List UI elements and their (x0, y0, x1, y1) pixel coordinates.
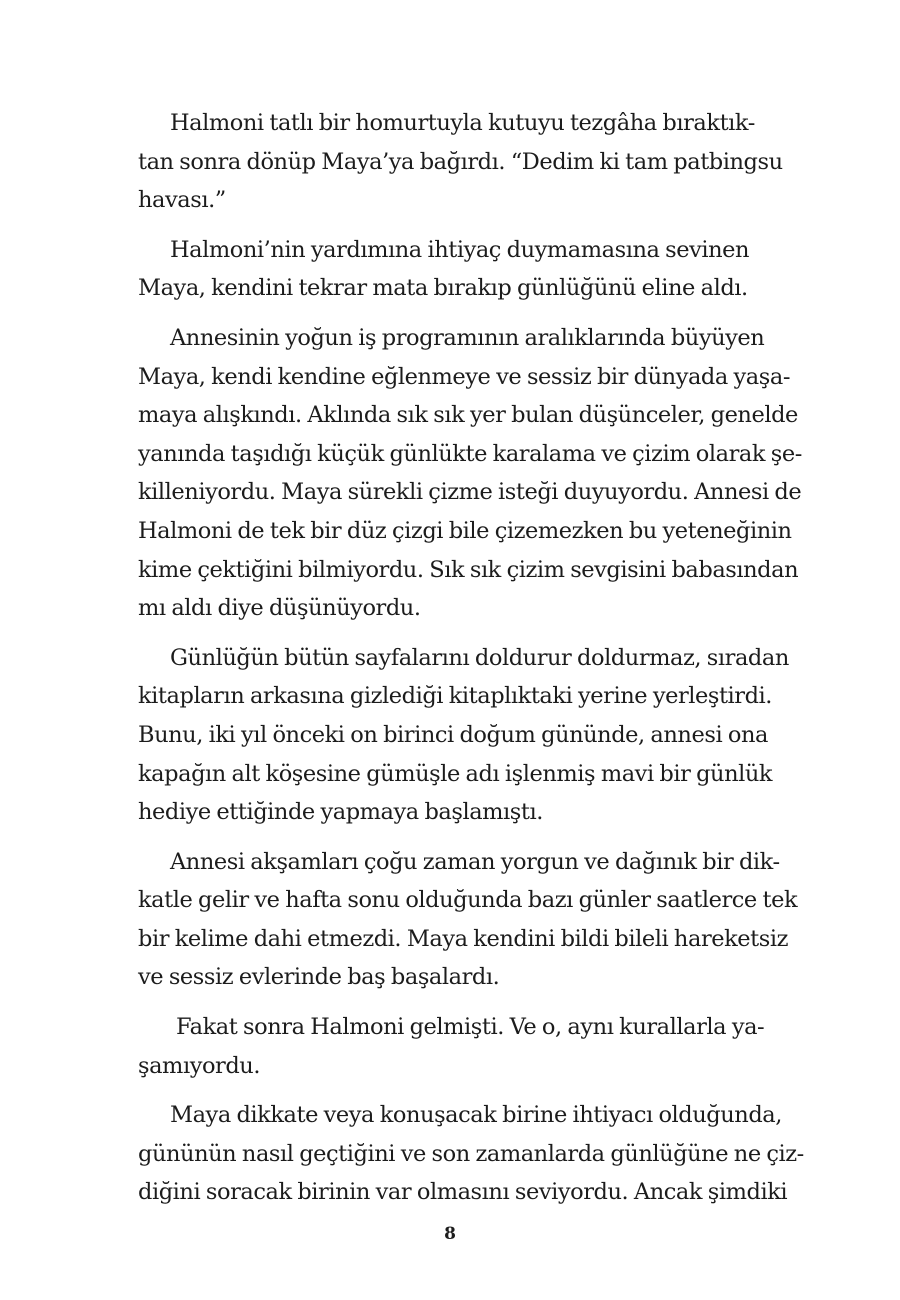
paragraph (138, 104, 783, 220)
text-line: maya alışkındı. Aklında sık sık yer bulan düşünceler, genelde (138, 402, 798, 429)
text-line: Halmoni de tek bir düz çizgi bile çizemezken bu yeteneğinin (138, 517, 792, 544)
text-line: Bunu, iki yıl önceki on birinci doğum gününde, annesi ona (138, 721, 768, 748)
text-line: bir kelime dahi etmezdi. Maya kendini bildi bileli hareketsiz (138, 925, 788, 952)
page-number: 8 (444, 1224, 456, 1244)
text-line: tan sonra dönüp Maya’ya bağırdı. “Dedim ki tam patbingsu (138, 148, 783, 175)
text-line: Annesi akşamları çoğu zaman yorgun ve dağınık bir dik- (170, 848, 780, 875)
text-line: kitapların arkasına gizlediği kitaplıktaki yerine yerleştirdi. (138, 683, 773, 710)
text-line: Halmoni’nin yardımına ihtiyaç duymamasına sevinen (170, 236, 750, 263)
paragraph (138, 1096, 804, 1212)
paragraph (138, 231, 748, 308)
text-line: Halmoni tatlı bir homurtuyla kutuyu tezgâha bıraktık- (170, 110, 755, 136)
text-line: Maya, kendi kendine eğlenmeye ve sessiz bir dünyada yaşa- (138, 363, 790, 390)
text-line: kapağın alt köşesine gümüşle adı işlenmiş mavi bir günlük (138, 760, 773, 787)
paragraph (138, 639, 789, 832)
text-line: şamıyordu. (138, 1052, 261, 1079)
text-line: hediye ettiğinde yapmaya başlamıştı. (138, 799, 543, 826)
text-line: killeniyordu. Maya sürekli çizme isteği duyuyordu. Annesi de (138, 479, 802, 506)
text-line: ve sessiz evlerinde baş başalardı. (138, 964, 500, 991)
text-line: kime çektiğini bilmiyordu. Sık sık çizim sevgisini babasından (138, 556, 799, 583)
text-line: katle gelir ve hafta sonu olduğunda bazı günler saatlerce tek (138, 887, 798, 914)
text-line: Annesinin yoğun iş programının aralıklarında büyüyen (170, 324, 765, 351)
text-line: gününün nasıl geçtiğini ve son zamanlarda günlüğüne ne çiz- (138, 1140, 804, 1167)
text-line: Maya, kendini tekrar mata bırakıp günlüğünü eline aldı. (138, 275, 748, 302)
text-line: diğini soracak birinin var olmasını seviyordu. Ancak şimdiki (138, 1179, 788, 1206)
paragraph (138, 843, 798, 997)
text-line: Maya dikkate veya konuşacak birine ihtiyacı olduğunda, (170, 1102, 782, 1129)
text-line: yanında taşıdığı küçük günlükte karalama ve çizim olarak şe- (138, 440, 802, 467)
text-line: Günlüğün bütün sayfalarını doldurur doldurmaz, sıradan (170, 644, 789, 671)
book-page-body (138, 104, 804, 1223)
text-line: mı aldı diye düşünüyordu. (138, 595, 421, 622)
paragraph (138, 1008, 765, 1085)
paragraph (138, 319, 802, 628)
text-line: Fakat sonra Halmoni gelmişti. Ve o, aynı kurallarla ya- (176, 1014, 765, 1041)
text-line: havası.” (138, 187, 226, 214)
